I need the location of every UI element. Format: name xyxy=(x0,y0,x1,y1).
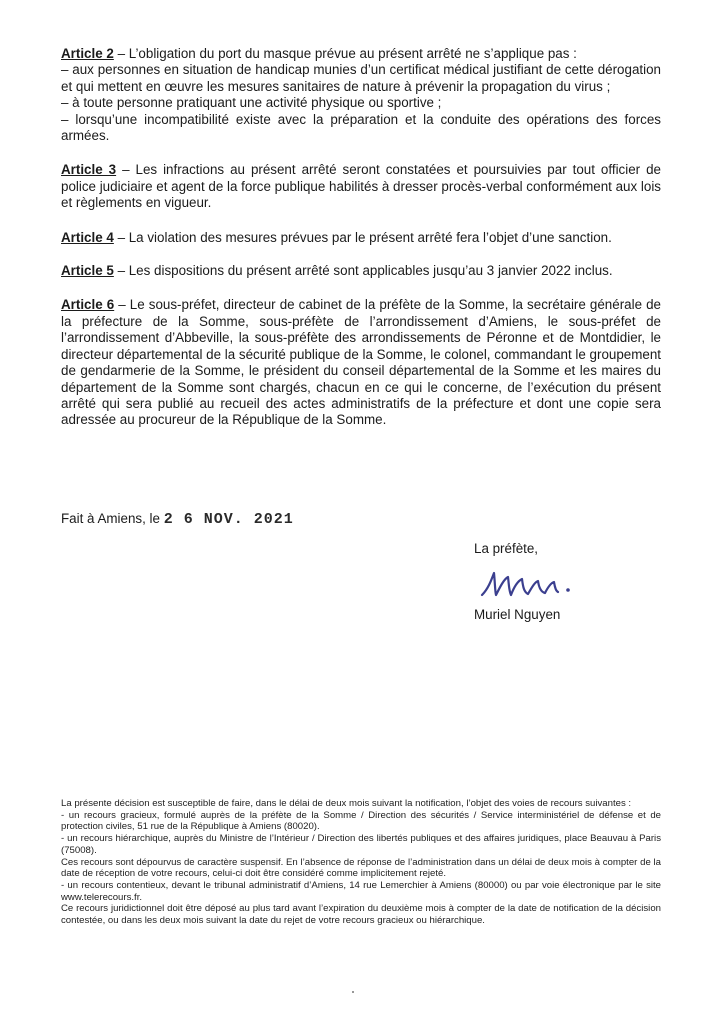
article-2-line: – aux personnes en situation de handicap munies d’un certificat médical justifiant de cette dérogation et qui mettent en œuvre les mesures sanitaires de nature à prévenir la propagation du virus ; xyxy=(61,62,661,94)
article-4-text: – La violation des mesures prévues par le présent arrêté fera l’objet d’une sanction. xyxy=(113,229,612,245)
article-3-text: – Les infractions au présent arrêté seront constatées et poursuivies par tout officier de police judiciaire et agent de la force publique habilités à dresser procès-verbal conformément aux lois et règlements en vigueur. xyxy=(61,162,662,211)
article-3 xyxy=(61,162,661,211)
legal-notice-line: - un recours contentieux, devant le tribunal administratif d’Amiens, 14 rue Lemerchier à Amiens (80000) ou par voie électronique par le site www.telerecours.fr. xyxy=(61,879,661,903)
article-2-line: – à toute personne pratiquant une activité physique ou sportive ; xyxy=(61,95,442,111)
date-stamp: 2 6 NOV. 2021 xyxy=(163,511,294,528)
article-4 xyxy=(61,230,661,246)
article-2-line: Article 2 – L’obligation du port du masque prévue au présent arrêté ne s’applique pas : xyxy=(61,46,577,61)
spacer xyxy=(61,279,661,297)
spacer xyxy=(61,246,661,263)
handwritten-signature xyxy=(478,561,578,605)
legal-notice-line: - un recours gracieux, formulé auprès de la préfète de la Somme / Direction des sécurités / Service interministériel de défense et de protection civiles, 51 rue de la République à Amiens (80020). xyxy=(61,809,661,833)
article-4-label: Article 4 xyxy=(61,229,114,245)
article-2-line: – lorsqu’une incompatibilité existe avec la préparation et la conduite des opérations des forces armées. xyxy=(61,111,661,144)
article-5-label: Article 5 xyxy=(61,263,114,279)
article-6-text: – Le sous-préfet, directeur de cabinet de la préfète de la Somme, la secrétaire générale de la préfecture de la Somme, sous-préfète de l’arrondissement d’Amiens, le sous-préfet de l’arrondissement d’Abbeville, la sous-préfète des arrondissements de Péronne et de Montdidier, le directeur départemental de la sécurité publique de la Somme, le colonel, commandant le groupement de gendarmerie de la Somme, le président du conseil départemental de la Somme et les maires du département de la Somme sont chargés, chacun en ce qui le concerne, de l’exécution du présent arrêté qui sera publié au recueil des actes administratifs de la préfecture et dont une copie sera adressée au procureur de la République de la Somme. xyxy=(61,297,662,428)
spacer xyxy=(61,212,661,230)
article-3-label: Article 3 xyxy=(61,162,117,178)
article-2 xyxy=(61,46,661,144)
article-2-label: Article 2 xyxy=(61,46,114,61)
article-6-label: Article 6 xyxy=(61,297,115,313)
legal-notice-line: La présente décision est susceptible de faire, dans le délai de deux mois suivant la notification, l’objet des voies de recours suivantes : xyxy=(61,798,632,809)
article-5-text: – Les dispositions du présent arrêté sont applicables jusqu’au 3 janvier 2022 inclus. xyxy=(113,263,613,279)
legal-notice xyxy=(61,798,661,927)
legal-notice-line: - un recours hiérarchique, auprès du Ministre de l’Intérieur / Direction des libertés publiques et des affaires juridiques, place Beauvau à Paris (75008). xyxy=(61,833,661,856)
legal-notice-line: Ces recours sont dépourvus de caractère suspensif. En l’absence de réponse de l’administration dans un délai de deux mois à compter de la date de réception de votre recours, celui-ci doit être considéré comme implicitement rejeté. xyxy=(61,856,661,880)
scan-speck xyxy=(352,991,354,993)
article-6 xyxy=(61,297,661,428)
document-body xyxy=(61,46,661,429)
spacer xyxy=(61,144,661,162)
date-prefix: Fait à Amiens, le xyxy=(61,511,164,526)
signatory-name: Muriel Nguyen xyxy=(474,607,561,622)
signatory-title: La préfète, xyxy=(474,541,539,556)
article-5 xyxy=(61,263,661,279)
date-line xyxy=(61,511,294,528)
legal-notice-line: Ce recours juridictionnel doit être déposé au plus tard avant l’expiration du deuxième mois à compter de la date de notification de la décision contestée, ou dans les deux mois suivant la date du rejet de votre recours gracieux ou hiérarchique. xyxy=(61,903,661,927)
